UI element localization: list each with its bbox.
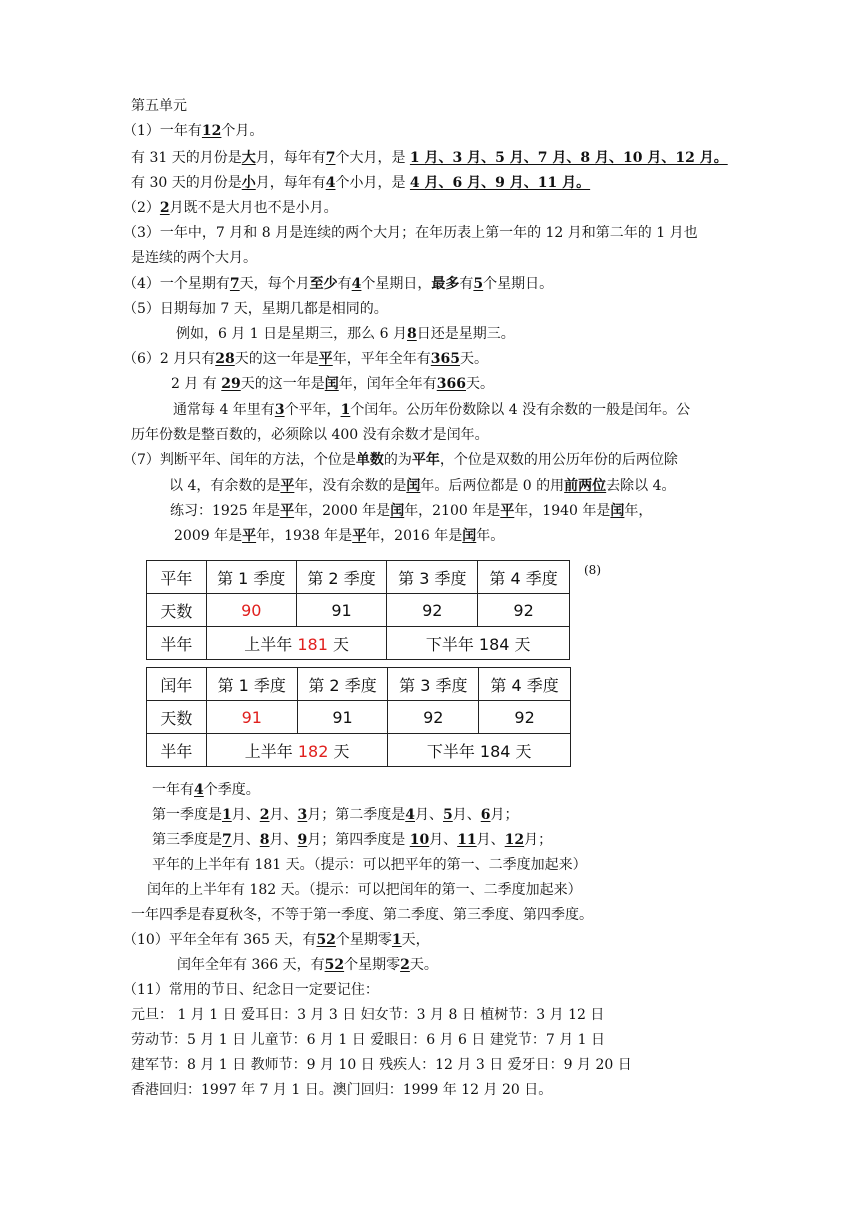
text-segment: 12 (201, 123, 222, 139)
text-segment: 闰 (324, 376, 339, 392)
text-segment: 2 (259, 807, 270, 823)
text-segment: 52 (324, 957, 345, 973)
text-line (152, 781, 260, 799)
text-segment: 个平年， (284, 402, 341, 418)
text-line (123, 275, 553, 293)
text-segment: 天。 (409, 957, 438, 973)
table-cell: 第 2 季度 (296, 561, 387, 594)
text-segment: 3 (297, 807, 308, 823)
text-segment: （1）一年有 (123, 123, 202, 139)
table-cell: 半年 (147, 627, 207, 660)
text-segment: 366 (436, 376, 466, 392)
first-half-prefix: 上半年 (244, 741, 298, 761)
text-segment: 年，2016 年是 (366, 528, 463, 544)
text-segment: 平 (500, 503, 515, 519)
text-segment: 7 (222, 832, 232, 848)
text-segment: 去除以 4。 (606, 478, 676, 494)
table-cell: 91 (296, 594, 387, 627)
text-line (152, 856, 587, 874)
text-segment: 天。 (465, 376, 494, 392)
text-segment: 通常每 4 年里有 (173, 402, 275, 418)
table-cell: 第 1 季度 (206, 561, 296, 594)
text-segment: 月、 (429, 832, 458, 848)
text-segment: 个季度。 (203, 782, 260, 798)
text-segment: 最多 (431, 276, 460, 292)
text-segment: （7）判断平年、闰年的方法，个位是 (123, 452, 356, 468)
text-segment: 闰 (462, 528, 477, 544)
first-half-cell (206, 627, 387, 660)
second-half-cell: 下半年 184 天 (387, 627, 570, 660)
text-segment: 10 (409, 832, 430, 848)
text-segment: 劳动节：5 月 1 日 儿童节：6 月 1 日 爱眼日：6 月 6 日 建党节：7 月 1 日 (131, 1032, 606, 1048)
text-segment: 年，没有余数的是 (294, 478, 407, 494)
text-segment: 2 月 有 (171, 376, 222, 392)
table-cell: 天数 (147, 594, 207, 627)
text-segment: 年，1940 年是 (514, 503, 611, 519)
text-segment: 第一季度是 (152, 807, 222, 823)
text-segment: 平 (280, 503, 295, 519)
text-segment: 单数 (355, 452, 384, 468)
text-segment: 以 4，有余数的是 (169, 478, 281, 494)
leap-year-quarter-table (146, 667, 571, 767)
text-segment: 天的这一年是 (240, 376, 325, 392)
text-segment: 月既不是大月也不是小月。 (169, 200, 338, 216)
first-half-prefix: 上半年 (244, 634, 298, 654)
text-line (174, 527, 504, 545)
text-segment: 一年四季是春夏秋冬，不等于第一季度、第二季度、第三季度、第四季度。 (131, 907, 593, 923)
text-segment: 有 (337, 276, 352, 292)
text-segment: 小 (241, 175, 256, 191)
text-segment: 1 (340, 402, 351, 418)
text-segment: 月、 (452, 807, 481, 823)
table-cell: 第 4 季度 (478, 561, 570, 594)
text-segment: 第三季度是 (152, 832, 222, 848)
text-segment: 个大月，是 (335, 150, 410, 166)
text-segment: 1 (391, 932, 402, 948)
text-line (152, 831, 552, 849)
table-cell: 第 2 季度 (297, 668, 388, 701)
text-segment: 闰年全年有 366 天，有 (177, 957, 325, 973)
text-line (176, 325, 515, 343)
first-half-suffix: 天 (327, 634, 349, 654)
text-line (123, 981, 379, 999)
text-segment: 28 (215, 351, 235, 367)
text-segment: 个星期日， (361, 276, 432, 292)
text-segment: 9 (297, 832, 308, 848)
text-segment: 练习：1925 年是 (170, 503, 281, 519)
text-segment: 月、 (269, 832, 298, 848)
text-segment: （4）一个星期有 (123, 276, 230, 292)
text-segment: 月；第二季度是 (307, 807, 406, 823)
text-segment: 有 31 天的月份是 (131, 150, 242, 166)
text-segment: 月、 (231, 832, 260, 848)
text-segment: 一年有 (152, 782, 194, 798)
table-row (147, 594, 570, 627)
text-segment: 闰 (406, 478, 421, 494)
table-row (147, 734, 571, 767)
text-segment: 至少 (309, 276, 338, 292)
item-8-label: (8) (584, 563, 601, 577)
table-cell: 91 (206, 701, 297, 734)
text-segment: 12 (504, 832, 525, 848)
text-segment: 365 (430, 351, 460, 367)
text-segment: （5）日期每加 7 天，星期几都是相同的。 (123, 301, 388, 317)
text-line (152, 806, 519, 824)
text-line (123, 224, 698, 242)
table-cell: 92 (387, 594, 478, 627)
text-segment: 年，1938 年是 (256, 528, 353, 544)
text-segment: 6 (480, 807, 491, 823)
text-segment: 天， (401, 932, 430, 948)
text-segment: 5 (443, 807, 453, 823)
text-segment: 历年份数是整百数的，必须除以 400 没有余数才是闰年。 (131, 427, 489, 443)
text-segment: 个闰年。公历年份数除以 4 没有余数的一般是闰年。公 (350, 402, 691, 418)
text-segment: 7 (229, 276, 240, 292)
text-segment: 个月。 (221, 123, 264, 139)
text-segment: 日还是星期三。 (416, 326, 515, 342)
table-cell: 第 3 季度 (388, 668, 479, 701)
text-segment: 元旦： 1 月 1 日 爱耳日：3 月 3 日 妇女节：3 月 8 日 植树节：3 月 12 日 (131, 1007, 605, 1023)
text-segment: 有 (459, 276, 474, 292)
text-line (131, 97, 187, 115)
text-segment: 4 (325, 175, 336, 191)
text-line (177, 956, 438, 974)
text-segment: 第五单元 (131, 98, 187, 114)
text-segment: 年，2000 年是 (294, 503, 391, 519)
text-segment: 月，每年有 (255, 175, 326, 191)
text-line (131, 174, 590, 192)
common-year-quarter-table (146, 560, 570, 660)
text-segment: 月； (490, 807, 519, 823)
text-segment: （2） (123, 200, 160, 216)
text-segment: 11 (457, 832, 477, 848)
text-segment: 年。 (476, 528, 505, 544)
text-segment: 29 (221, 376, 241, 392)
table-row (147, 561, 570, 594)
text-segment: 香港回归：1997 年 7 月 1 日。澳门回归：1999 年 12 月 20 日。 (131, 1082, 553, 1098)
text-segment: ，个位是双数的用公历年份的后两位除 (439, 452, 678, 468)
text-line (131, 1081, 552, 1099)
text-segment: 月；第四季度是 (307, 832, 410, 848)
text-segment: 3 (274, 402, 285, 418)
text-segment: 大 (241, 150, 256, 166)
text-segment: 平 (352, 528, 367, 544)
text-segment: 平 (242, 528, 257, 544)
text-line (123, 300, 388, 318)
text-line (147, 881, 582, 899)
text-segment: 年。后两位都是 0 的用 (420, 478, 565, 494)
first-half-cell (206, 734, 388, 767)
text-segment: 4 (194, 782, 204, 798)
text-segment: 闰年的上半年有 182 天。（提示：可以把闰年的第一、二季度加起来） (147, 882, 582, 898)
text-segment: 1 月、3 月、5 月、7 月、8 月、10 月、12 月。 (409, 150, 728, 166)
text-line (171, 375, 494, 393)
text-line (173, 401, 690, 419)
text-segment: 闰 (610, 503, 625, 519)
text-segment: 建军节：8 月 1 日 教师节：9 月 10 日 残疾人：12 月 3 日 爱牙日：9 月 20 日 (131, 1057, 632, 1073)
text-segment: 平年的上半年有 181 天。（提示：可以把平年的第一、二季度加起来） (152, 857, 587, 873)
text-segment: 个星期日。 (483, 276, 554, 292)
text-segment: 月； (524, 832, 553, 848)
table-cell: 第 4 季度 (479, 668, 571, 701)
text-segment: 2 (159, 200, 170, 216)
table-cell: 平年 (147, 561, 207, 594)
text-segment: （3）一年中，7 月和 8 月是连续的两个大月；在年历表上第一年的 12 月和第二年的 1 月也 (123, 225, 698, 241)
text-segment: 平 (318, 351, 333, 367)
text-segment: 2009 年是 (174, 528, 243, 544)
text-segment: 平年 (411, 452, 440, 468)
text-line (169, 477, 676, 495)
text-segment: 月、 (476, 832, 505, 848)
text-segment: 天，每个月 (239, 276, 310, 292)
text-segment: 个小月，是 (335, 175, 410, 191)
table-cell: 半年 (147, 734, 207, 767)
table-cell: 90 (206, 594, 296, 627)
text-line (131, 1031, 605, 1049)
text-segment: 个星期零 (335, 932, 392, 948)
table-cell: 92 (478, 594, 570, 627)
text-line (131, 1006, 604, 1024)
table-cell: 92 (388, 701, 479, 734)
table-cell: 92 (479, 701, 571, 734)
text-line (123, 122, 263, 140)
text-segment: （11）常用的节日、纪念日一定要记住： (123, 982, 379, 998)
text-line (123, 350, 488, 368)
table-cell: 91 (297, 701, 388, 734)
text-segment: 4 (351, 276, 362, 292)
text-line (123, 931, 430, 949)
text-segment: 例如，6 月 1 日是星期三，那么 6 月 (176, 326, 407, 342)
table-cell: 第 1 季度 (206, 668, 297, 701)
text-segment: 闰 (390, 503, 405, 519)
text-line (170, 502, 652, 520)
text-segment: 52 (316, 932, 336, 948)
text-segment: （6）2 月只有 (123, 351, 216, 367)
text-line (131, 906, 593, 924)
table-row (147, 627, 570, 660)
text-segment: 有 30 天的月份是 (131, 175, 242, 191)
text-segment: 年，闰年全年有 (338, 376, 437, 392)
first-half-days: 181 (297, 634, 328, 654)
text-line (131, 249, 257, 267)
text-segment: 个星期零 (344, 957, 401, 973)
text-segment: 月、 (269, 807, 298, 823)
text-segment: 天的这一年是 (234, 351, 319, 367)
text-segment: 是连续的两个大月。 (131, 250, 257, 266)
first-half-days: 182 (297, 741, 329, 761)
text-segment: 的为 (383, 452, 412, 468)
text-segment: 5 (473, 276, 484, 292)
text-segment: 8 (259, 832, 270, 848)
text-line (131, 426, 489, 444)
text-segment: 年，平年全年有 (332, 351, 431, 367)
text-line (123, 451, 678, 469)
text-segment: 月、 (231, 807, 260, 823)
text-segment: 前两位 (564, 478, 607, 494)
table-cell: 天数 (147, 701, 207, 734)
text-segment: 年，2100 年是 (404, 503, 501, 519)
text-segment: 7 (325, 150, 336, 166)
text-line (131, 149, 728, 167)
text-segment: 8 (406, 326, 417, 342)
text-segment: 月、 (415, 807, 443, 823)
text-line (131, 1056, 632, 1074)
second-half-cell: 下半年 184 天 (388, 734, 571, 767)
text-segment: 年， (624, 503, 653, 519)
table-cell: 第 3 季度 (387, 561, 478, 594)
text-segment: 月，每年有 (255, 150, 326, 166)
text-line (123, 199, 338, 217)
table-row (147, 668, 571, 701)
text-segment: 2 (400, 957, 410, 973)
first-half-suffix: 天 (328, 741, 350, 761)
text-segment: 天。 (459, 351, 488, 367)
table-cell: 闰年 (147, 668, 207, 701)
text-segment: 4 (405, 807, 415, 823)
table-row (147, 701, 571, 734)
text-segment: （10）平年全年有 365 天，有 (123, 932, 317, 948)
text-segment: 平 (280, 478, 295, 494)
text-segment: 4 月、6 月、9 月、11 月。 (409, 175, 591, 191)
text-segment: 1 (222, 807, 232, 823)
